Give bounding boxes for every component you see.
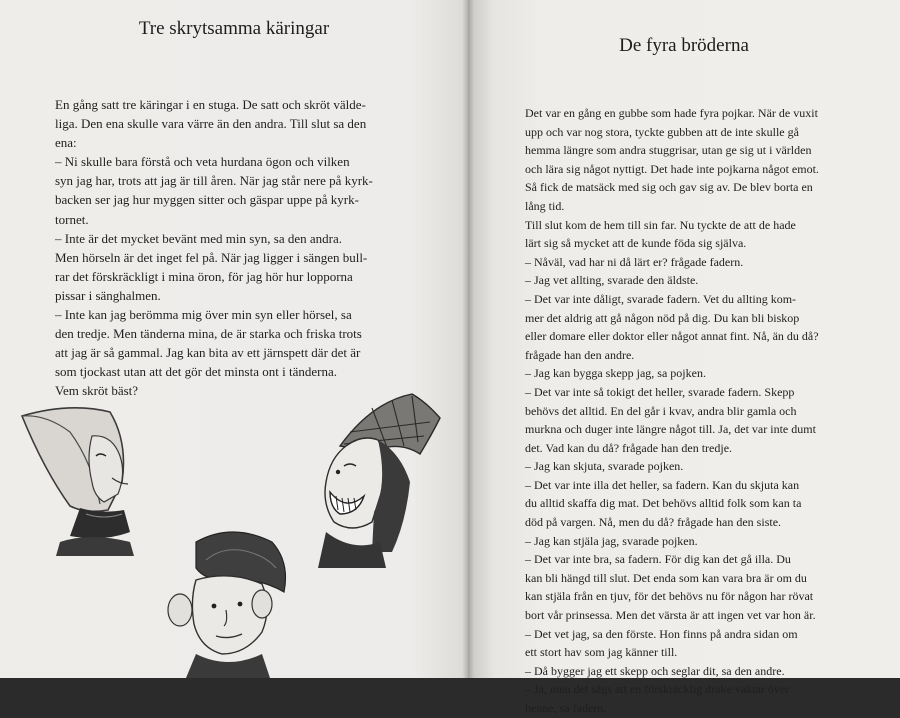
- text-line: frågade han den andre.: [525, 347, 635, 362]
- text-line: och lära sig något nyttigt. Det hade inte pojkarna något emot.: [525, 161, 819, 176]
- grinning-woman-figure: [318, 394, 440, 568]
- text-line: upp och var nog stora, tyckte gubben att de inte skulle gå: [525, 124, 799, 139]
- text-line: lärt sig så mycket att de kunde föda sig själva.: [525, 236, 747, 251]
- left-page: [0, 0, 468, 678]
- text-line: syn jag har, trots att jag är till åren. När jag står nere på kyrk-: [55, 173, 373, 189]
- text-line: – Det vet jag, sa den förste. Hon finns på andra sidan om: [525, 626, 798, 641]
- text-line: Så fick de matsäck med sig och gav sig av. De blev borta en: [525, 180, 813, 195]
- text-line: – Det var inte bra, sa fadern. För dig kan det gå illa. Du: [525, 552, 791, 567]
- text-line: Det var en gång en gubbe som hade fyra pojkar. När de vuxit: [525, 106, 818, 120]
- text-line: den tredje. Men tänderna mina, de är starka och friska trots: [55, 326, 362, 342]
- text-line: bort vår prinsessa. Men det värsta är att ingen vet var hon är.: [525, 608, 816, 623]
- text-line: En gång satt tre käringar i en stuga. De satt och skröt välde-: [55, 97, 366, 112]
- text-line: – Jag kan skjuta, svarade pojken.: [525, 459, 684, 474]
- text-line: död på vargen. Nå, men du då? frågade han den siste.: [525, 515, 782, 530]
- text-line: – Då bygger jag ett skepp och seglar dit, sa den andre.: [525, 663, 785, 678]
- three-old-women-illustration: [0, 392, 468, 678]
- right-page-text: [525, 104, 893, 718]
- left-page-text: [55, 95, 445, 401]
- text-line: – Ni skulle bara förstå och veta hurdana ögon och vilken: [55, 154, 350, 170]
- text-line: – Inte är det mycket bevänt med min syn, sa den andra.: [55, 230, 342, 246]
- text-line: det. Vad kan du då? frågade han den tredje.: [525, 440, 733, 455]
- text-line: du alltid skaffa dig mat. Det behövs alltid folk som kan ta: [525, 496, 802, 511]
- text-line: ena:: [55, 135, 77, 151]
- text-line: Men hörseln är det inget fel på. När jag ligger i sängen bull-: [55, 249, 368, 265]
- text-line: – Nåväl, vad har ni då lärt er? frågade fadern.: [525, 254, 744, 269]
- right-page-title: De fyra bröderna: [619, 35, 749, 56]
- text-line: – Det var inte så tokigt det heller, svarade fadern. Skepp: [525, 384, 795, 399]
- book-gutter-shadow: [462, 0, 474, 678]
- text-line: behövs det alltid. En del går i kvav, andra blir gamla och: [525, 403, 797, 418]
- right-page: [468, 0, 900, 715]
- text-line: liga. Den ena skulle vara värre än den andra. Till slut sa den: [55, 116, 367, 132]
- text-line: eller domare eller doktor eller något annat fint. Nå, än du då?: [525, 329, 819, 344]
- woman-with-headscarf-figure: [22, 408, 134, 556]
- text-line: som tjockast utan att det gör det minsta ont i tänderna.: [55, 364, 337, 380]
- left-page-title: Tre skrytsamma käringar: [138, 18, 330, 39]
- text-line: – Jag kan stjäla jag, svarade pojken.: [525, 533, 698, 548]
- text-line: rar det förskräckligt i mina öron, för jag hör hur lopporna: [55, 268, 353, 284]
- woman-with-dark-hair-figure: [168, 532, 286, 678]
- text-line: tornet.: [55, 211, 89, 227]
- text-line: mer det aldrig att gå någon nöd på dig. Du kan bli biskop: [525, 310, 800, 325]
- text-line: henne, sa fadern.: [525, 701, 607, 715]
- text-line: pissar i sänghalmen.: [55, 287, 161, 303]
- text-line: kan stjäla från en tjuv, för det behövs nu för någon har rövat: [525, 589, 814, 604]
- text-line: murkna och duger inte längre något till. Ja, det var inte dumt: [525, 422, 816, 437]
- text-line: – Ja, men det sägs att en förskräcklig drake vaktar över: [525, 682, 790, 697]
- text-line: – Jag kan bygga skepp jag, sa pojken.: [525, 366, 706, 381]
- text-line: att jag är så gammal. Jag kan bita av ett järnspett där det är: [55, 345, 361, 361]
- text-line: ett stort hav som jag känner till.: [525, 645, 678, 660]
- text-line: – Jag vet allting, svarade den äldste.: [525, 273, 699, 288]
- text-line: lång tid.: [525, 198, 565, 213]
- text-line: kan bli hängd till slut. Det enda som kan vara bra är om du: [525, 570, 807, 585]
- text-line: – Inte kan jag berömma mig över min syn eller hörsel, sa: [55, 307, 352, 323]
- text-line: – Det var inte dåligt, svarade fadern. Vet du allting kom-: [525, 291, 797, 306]
- text-line: – Det var inte illa det heller, sa fadern. Kan du skjuta kan: [525, 477, 800, 492]
- text-line: hemma längre som andra stuggrisar, utan ge sig ut i världen: [525, 143, 812, 158]
- text-line: Till slut kom de hem till sin far. Nu tyckte de att de hade: [525, 217, 796, 232]
- text-line: Vem skröt bäst?: [55, 383, 139, 399]
- text-line: backen ser jag hur myggen sitter och gäspar uppe på kyrk-: [55, 192, 359, 208]
